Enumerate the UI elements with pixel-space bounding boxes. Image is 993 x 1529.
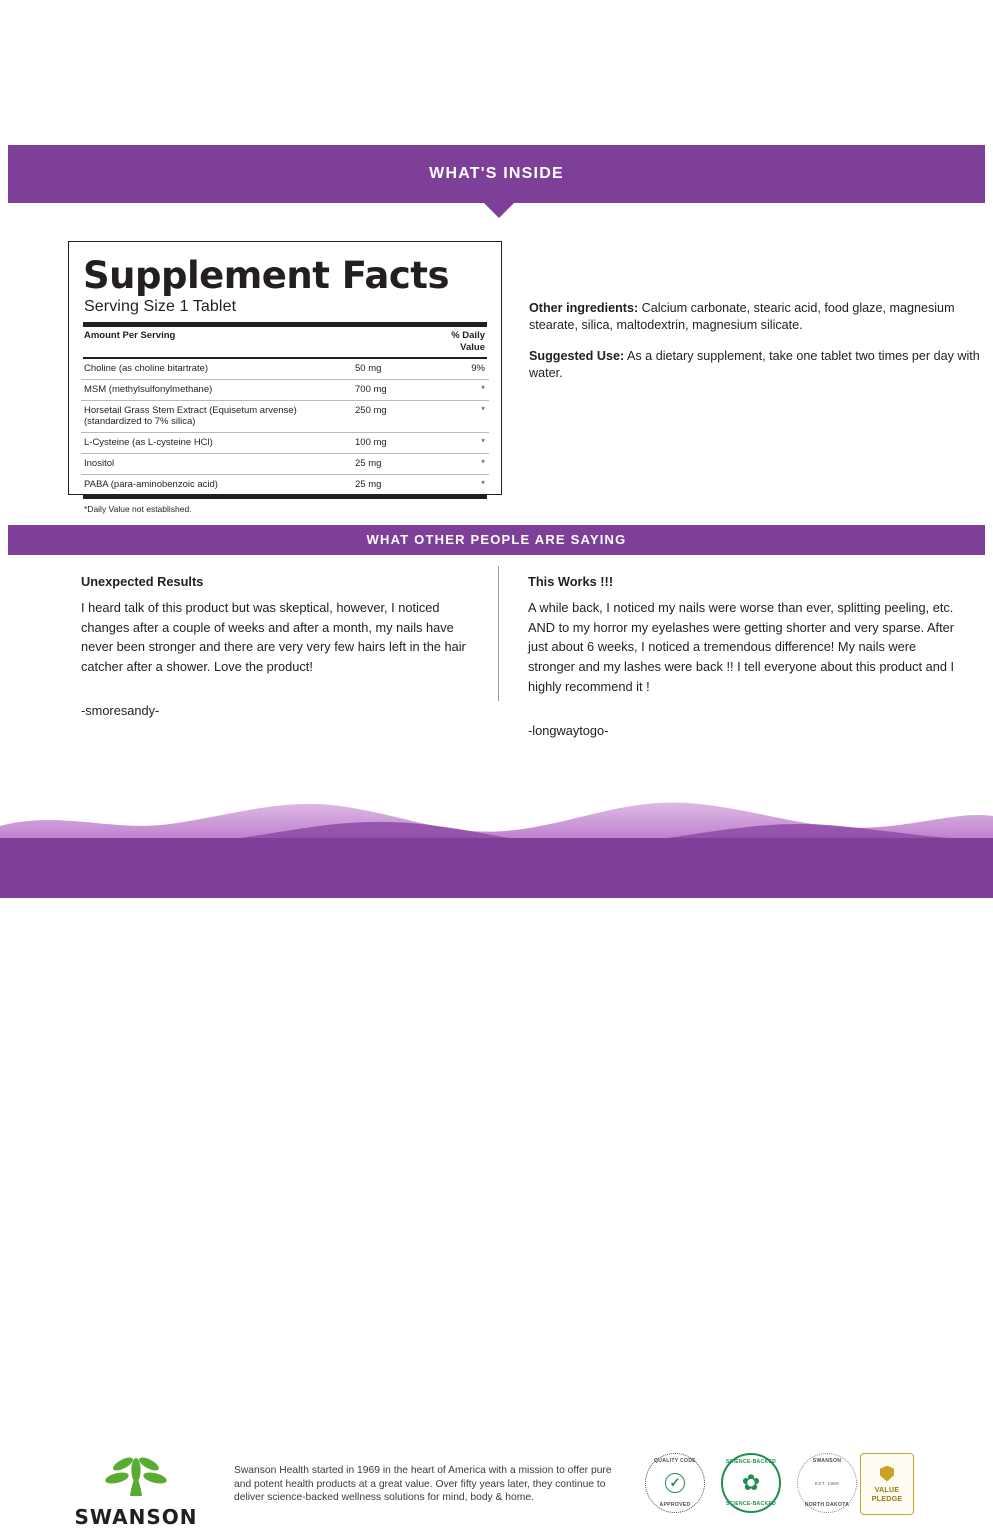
nutrient-dv: *: [447, 454, 489, 475]
trust-badges: [645, 1453, 913, 1515]
checkmark-icon: ✓: [665, 1473, 685, 1493]
badge-ring-text: [646, 1454, 704, 1512]
nutrient-amount: 250 mg: [352, 400, 447, 433]
badge-swanson-est-1969: [797, 1453, 857, 1513]
table-row: [81, 400, 489, 433]
supplement-facts-table: [81, 327, 489, 357]
table-row: [81, 379, 489, 400]
table-row: [81, 359, 489, 379]
nutrient-amount: 50 mg: [355, 362, 382, 374]
swanson-wordmark: SWANSON: [74, 1505, 198, 1529]
suggested-use-label: Suggested Use:: [529, 349, 625, 363]
review-author: -longwaytogo-: [528, 722, 609, 738]
whats-inside-title: WHAT'S INSIDE: [429, 165, 564, 182]
reviews-vertical-divider: [498, 566, 499, 701]
badge-ring-text: [723, 1455, 779, 1511]
supplement-facts-rows: [81, 359, 489, 495]
other-ingredients-label: Other ingredients:: [529, 301, 639, 315]
rule-bottom: [83, 495, 487, 499]
review-body: I heard talk of this product but was skeptical, however, I noticed changes after a couple of weeks and after a month, my nails have never been stronger and there are very very few hairs left in the hair catcher after a shower. Love the product!: [81, 599, 466, 675]
review-title: This Works !!!: [528, 574, 614, 589]
nutrient-dv: *: [447, 475, 489, 495]
supplement-facts-panel: [68, 241, 502, 514]
table-row: [81, 433, 489, 454]
badge-value-pledge: [860, 1453, 914, 1515]
nutrient-name: Choline (as choline bitartrate): [84, 362, 209, 374]
daily-value-footnote: *Daily Value not established.: [84, 503, 192, 514]
review-author: -smoresandy-: [81, 703, 160, 719]
suggested-use-paragraph: [529, 348, 984, 382]
badge-ring-text: [798, 1454, 856, 1512]
leaf-sprout-icon: [93, 1454, 179, 1498]
suggested-use-text: As a dietary supplement, take one tablet two times per day with water.: [529, 349, 980, 380]
table-header-row: [81, 327, 489, 357]
swanson-logo: [72, 1454, 200, 1529]
banner-notch-triangle: [484, 203, 514, 218]
header-daily-value: % Daily Value: [451, 330, 485, 353]
table-row: [81, 475, 489, 495]
wave-solid-band: [0, 838, 993, 898]
badge-top-text: SCIENCE-BACKED: [725, 1459, 777, 1465]
nutrient-name: PABA (para-aminobenzoic acid): [81, 475, 352, 495]
badge-top-text: QUALITY CODE: [654, 1458, 696, 1464]
review-title: Unexpected Results: [81, 574, 204, 589]
nutrient-name: L-Cysteine (as L-cysteine HCl): [81, 433, 352, 454]
badge-science-backed: [721, 1453, 781, 1513]
nutrient-amount: 25 mg: [352, 475, 447, 495]
review-card-1: [81, 572, 489, 721]
nutrient-amount: 25 mg: [352, 454, 447, 475]
header-amount-per-serving: Amount Per Serving: [84, 330, 176, 341]
reviews-title: WHAT OTHER PEOPLE ARE SAYING: [366, 532, 627, 547]
badge-bottom-text: APPROVED: [659, 1502, 691, 1508]
serving-size: Serving Size 1 Tablet: [84, 298, 237, 315]
leaf-icon: ✿: [741, 1470, 761, 1495]
review-card-2: [528, 572, 962, 741]
nutrient-dv: *: [447, 400, 489, 433]
badge-top-text: VALUE: [874, 1484, 900, 1494]
header-amount-spacer: [352, 327, 447, 357]
table-row: [81, 454, 489, 475]
badge-bottom-text: PLEDGE: [871, 1493, 903, 1503]
badge-bottom-text: NORTH DAKOTA: [804, 1502, 850, 1508]
brand-story-text: Swanson Health started in 1969 in the heart of America with a mission to offer pure and potent health products at a great value. Over fifty years later, they continue to deliver science-backed wellness solutions for mind, body & home.: [234, 1465, 612, 1504]
review-body: A while back, I noticed my nails were worse than ever, splitting peeling, etc. AND to my horror my eyelashes were getting shorter and very sparse. After just about 6 weeks, I noticed a tremendous difference! My nails were stronger and my lashes were back !! I tell everyone about this product and I highly recommend it !: [528, 599, 955, 695]
badge-quality-code-approved: [645, 1453, 705, 1513]
nutrient-dv: *: [447, 379, 489, 400]
section-header-whats-inside: [8, 145, 985, 203]
nutrient-name: Inositol: [81, 454, 352, 475]
other-ingredients-text: Calcium carbonate, stearic acid, food glaze, magnesium stearate, silica, maltodextrin, magnesium silicate.: [529, 301, 955, 332]
section-header-reviews: [8, 525, 985, 555]
nutrient-dv: 9%: [471, 362, 485, 374]
shield-icon: [880, 1466, 894, 1482]
product-info-column: [529, 300, 984, 396]
supplement-facts-title: Supplement Facts: [83, 254, 450, 297]
badge-top-text: SWANSON: [812, 1458, 842, 1464]
nutrient-name: Horsetail Grass Stem Extract (Equisetum arvense) (standardized to 7% silica): [81, 400, 352, 433]
nutrient-amount: 700 mg: [352, 379, 447, 400]
est-year-text: EST. 1969: [815, 1481, 839, 1487]
other-ingredients-paragraph: [529, 300, 984, 334]
nutrient-dv: *: [447, 433, 489, 454]
nutrient-name: MSM (methylsulfonylmethane): [81, 379, 352, 400]
badge-bottom-text: SCIENCE-BACKED: [725, 1501, 777, 1507]
nutrient-amount: 100 mg: [352, 433, 447, 454]
